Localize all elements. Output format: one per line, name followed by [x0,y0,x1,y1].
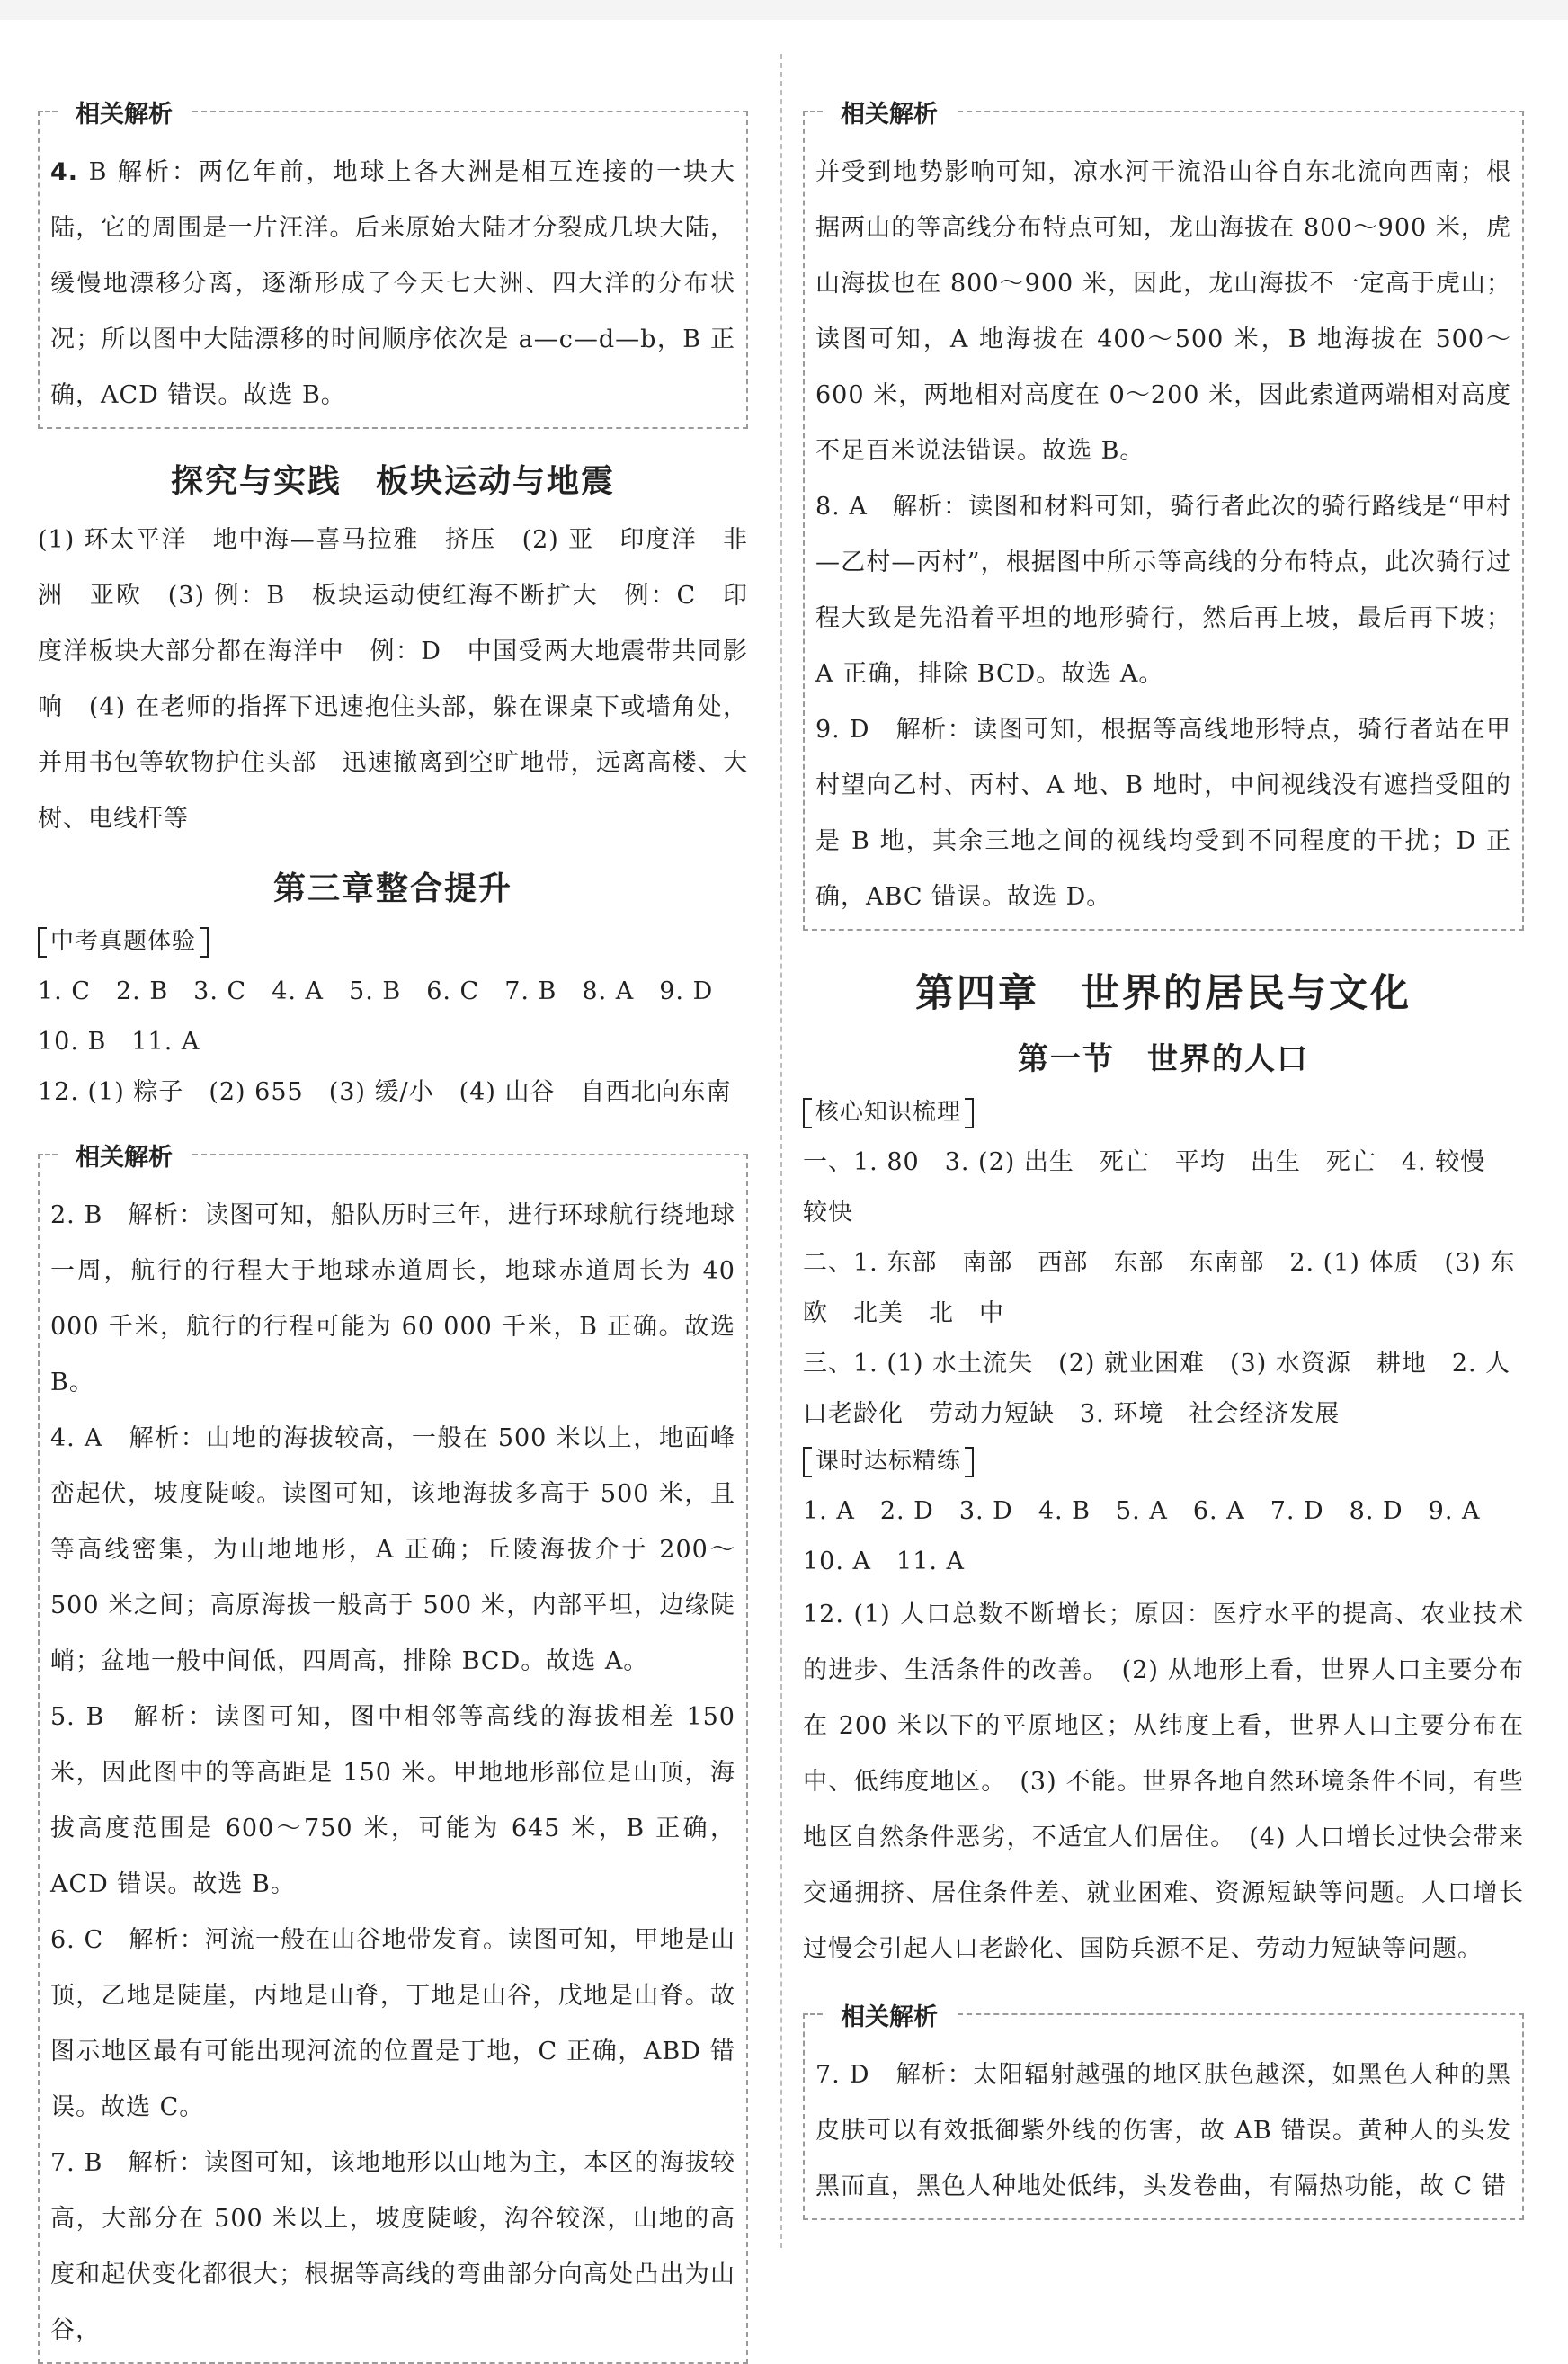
bracket-right [965,1098,974,1128]
box-border [958,111,1524,112]
column-divider [780,54,782,2248]
exam-tag [38,923,209,959]
answer-paragraph: 7. D 解析：太阳辐射越强的地区肤色越深，如黑色人种的黑皮肤可以有效抵御紫外线的伤害，故 AB 错误。黄种人的头发黑而直，黑色人种地处低纬，头发卷曲，有隔热功能，故 C 错 [815,2061,1511,2200]
section-title: 探究与实践 板块运动与地震 [170,463,615,500]
page-top-edge [0,0,1568,20]
box-border [192,111,748,112]
answer-paragraph: 5. B 解析：读图可知，图中相邻等高线的海拔相差 150 米，因此图中的等高距是 150 米。甲地地形部位是山顶，海拔高度范围是 600～750 米，可能为 645 米，B 正确，ACD 错误。故选 B。 [50,1703,735,1898]
section-title: 第一节 世界的人口 [1018,1041,1309,1077]
box-border [803,2013,823,2015]
box-border [38,1154,58,1155]
box-border [803,111,823,112]
knowledge-tag [803,1094,974,1130]
question-number: 4. [50,158,79,186]
answer-paragraph: 并受到地势影响可知，凉水河干流沿山谷自东北流向西南；根据两山的等高线分布特点可知，龙山海拔在 800～900 米，虎山海拔也在 800～900 米，因此，龙山海拔不一定高于虎山；读图可知，A 地海拔在 400～500 米，B 地海拔在 500～600 米，两地相对高度在 0～200 米，因此索道两端相对高度不足百米说法错误。故选 B。 [815,158,1511,465]
answer-text: B 解析：两亿年前，地球上各大洲是相互连接的一块大陆，它的周围是一片汪洋。后来原始大陆才分裂成几块大陆，缓慢地漂移分离，逐渐形成了今天七大洲、四大洋的分布状况；所以图中大陆漂移的时间顺序依次是 a—c—d—b，B 正确，ACD 错误。故选 B。 [50,158,735,409]
box-border [38,111,58,112]
answer-line: 10. A 11. A [803,1548,966,1575]
answer-paragraph: 6. C 解析：河流一般在山谷地带发育。读图可知，甲地是山顶，乙地是陡崖，丙地是山脊，丁地是山谷，戊地是山脊。故图示地区最有可能出现河流的位置是丁地，C 正确，ABD 错误。故选 C。 [50,1926,735,2121]
answer-paragraph: 7. B 解析：读图可知，该地地形以山地为主，本区的海拔较高，大部分在 500 米以上，坡度陡峻，沟谷较深，山地的高度和起伏变化都很大；根据等高线的弯曲部分向高处凸出为山谷， [50,2149,735,2344]
box-title: 相关解析 [68,1137,180,1173]
answer-line: 1. A 2. D 3. D 4. B 5. A 6. A 7. D 8. D 9. A [803,1497,1481,1525]
answer-line: 12. (1) 粽子 (2) 655 (3) 缓/小 (4) 山谷 自西北向东南 [38,1078,732,1106]
answer-paragraph: 8. A 解析：读图和材料可知，骑行者此次的骑行路线是“甲村—乙村—丙村”，根据图中所示等高线的分布特点，此次骑行过程大致是先沿着平坦的地形骑行，然后再上坡，最后再下坡；A 正确，排除 BCD。故选 A。 [815,493,1511,688]
related-analysis-box [38,1144,748,2364]
box-title: 相关解析 [68,94,180,129]
knowledge-answer: 二、1. 东部 南部 西部 东部 东南部 2. (1) 体质 (3) 东 欧 北美 北 中 [803,1249,1541,1327]
answer-line: 10. B 11. A [38,1028,200,1056]
practice-tag [803,1443,974,1479]
answer-paragraph: 9. D 解析：读图可知，根据等高线地形特点，骑行者站在甲村望向乙村、丙村、A 地、B 地时，中间视线没有遮挡受阻的是 B 地，其余三地之间的视线均受到不同程度的干扰；D 正确，ABC 错误。故选 D。 [815,716,1511,911]
box-title: 相关解析 [833,1997,945,2032]
knowledge-answer: 一、1. 80 3. (2) 出生 死亡 平均 出生 死亡 4. 较慢 较快 [803,1148,1511,1227]
left-column [38,85,748,2364]
practice-tag-label: 课时达标精练 [815,1448,962,1475]
box-border [192,1154,748,1155]
bracket-right [200,927,209,958]
answer-line: 1. C 2. B 3. C 4. A 5. B 6. C 7. B 8. A 9. D [38,977,714,1005]
bracket-left [803,1098,812,1128]
right-column [803,85,1541,2220]
knowledge-tag-label: 核心知识梳理 [815,1099,962,1126]
related-analysis-box [38,101,748,429]
chapter-review-title: 第三章整合提升 [272,870,512,907]
chapter-title: 第四章 世界的居民与文化 [915,971,1412,1016]
related-analysis-box [803,2003,1524,2220]
box-title: 相关解析 [833,94,945,129]
box-border [958,2013,1524,2015]
answer-paragraph: 2. B 解析：读图可知，船队历时三年，进行环球航行绕地球一周，航行的行程大于地球赤道周长，地球赤道周长为 40 000 千米，航行的行程可能为 60 000 千米，B 正确。故选 B。 [50,1201,735,1396]
answer-paragraph: 4. A 解析：山地的海拔较高，一般在 500 米以上，地面峰峦起伏，坡度陡峻。读图可知，该地海拔多高于 500 米，且等高线密集，为山地地形，A 正确；丘陵海拔介于 200～500 米之间；高原海拔一般高于 500 米，内部平坦，边缘陡峭；盆地一般中间低，四周高，排除 BCD。故选 A。 [50,1424,735,1675]
bracket-left [803,1447,812,1477]
exam-tag-label: 中考真题体验 [50,928,197,955]
bracket-right [965,1447,974,1477]
bracket-left [38,927,47,958]
related-analysis-box [803,101,1524,931]
knowledge-answer: 三、1. (1) 水土流失 (2) 就业困难 (3) 水资源 耕地 2. 人口老龄化 劳动力短缺 3. 环境 社会经济发展 [803,1350,1511,1428]
answer-paragraph [50,145,735,424]
explore-answers: (1) 环太平洋 地中海—喜马拉雅 挤压 (2) 亚 印度洋 非洲 亚欧 (3) 例：B 板块运动使红海不断扩大 例：C 印度洋板块大部分都在海洋中 例：D 中国受两大地震带共同影响 (4) 在老师的指挥下迅速抱住头部，躲在课桌下或墙角处，并用书包等软物护住头部 迅速撤离到空旷地带，远离高楼、大树、电线杆等 [38,526,748,833]
answer-paragraph: 12. (1) 人口总数不断增长；原因：医疗水平的提高、农业技术的进步、生活条件的改善。 (2) 从地形上看，世界人口主要分布在 200 米以下的平原地区；从纬度上看，世界人口主要分布在中、低纬度地区。 (3) 不能。世界各地自然环境条件不同，有些地区自然条件恶劣，不适宜人们居住。 (4) 人口增长过快会带来交通拥挤、居住条件差、就业困难、资源短缺等问题。人口增长过慢会引起人口老龄化、国防兵源不足、劳动力短缺等问题。 [803,1601,1524,1963]
